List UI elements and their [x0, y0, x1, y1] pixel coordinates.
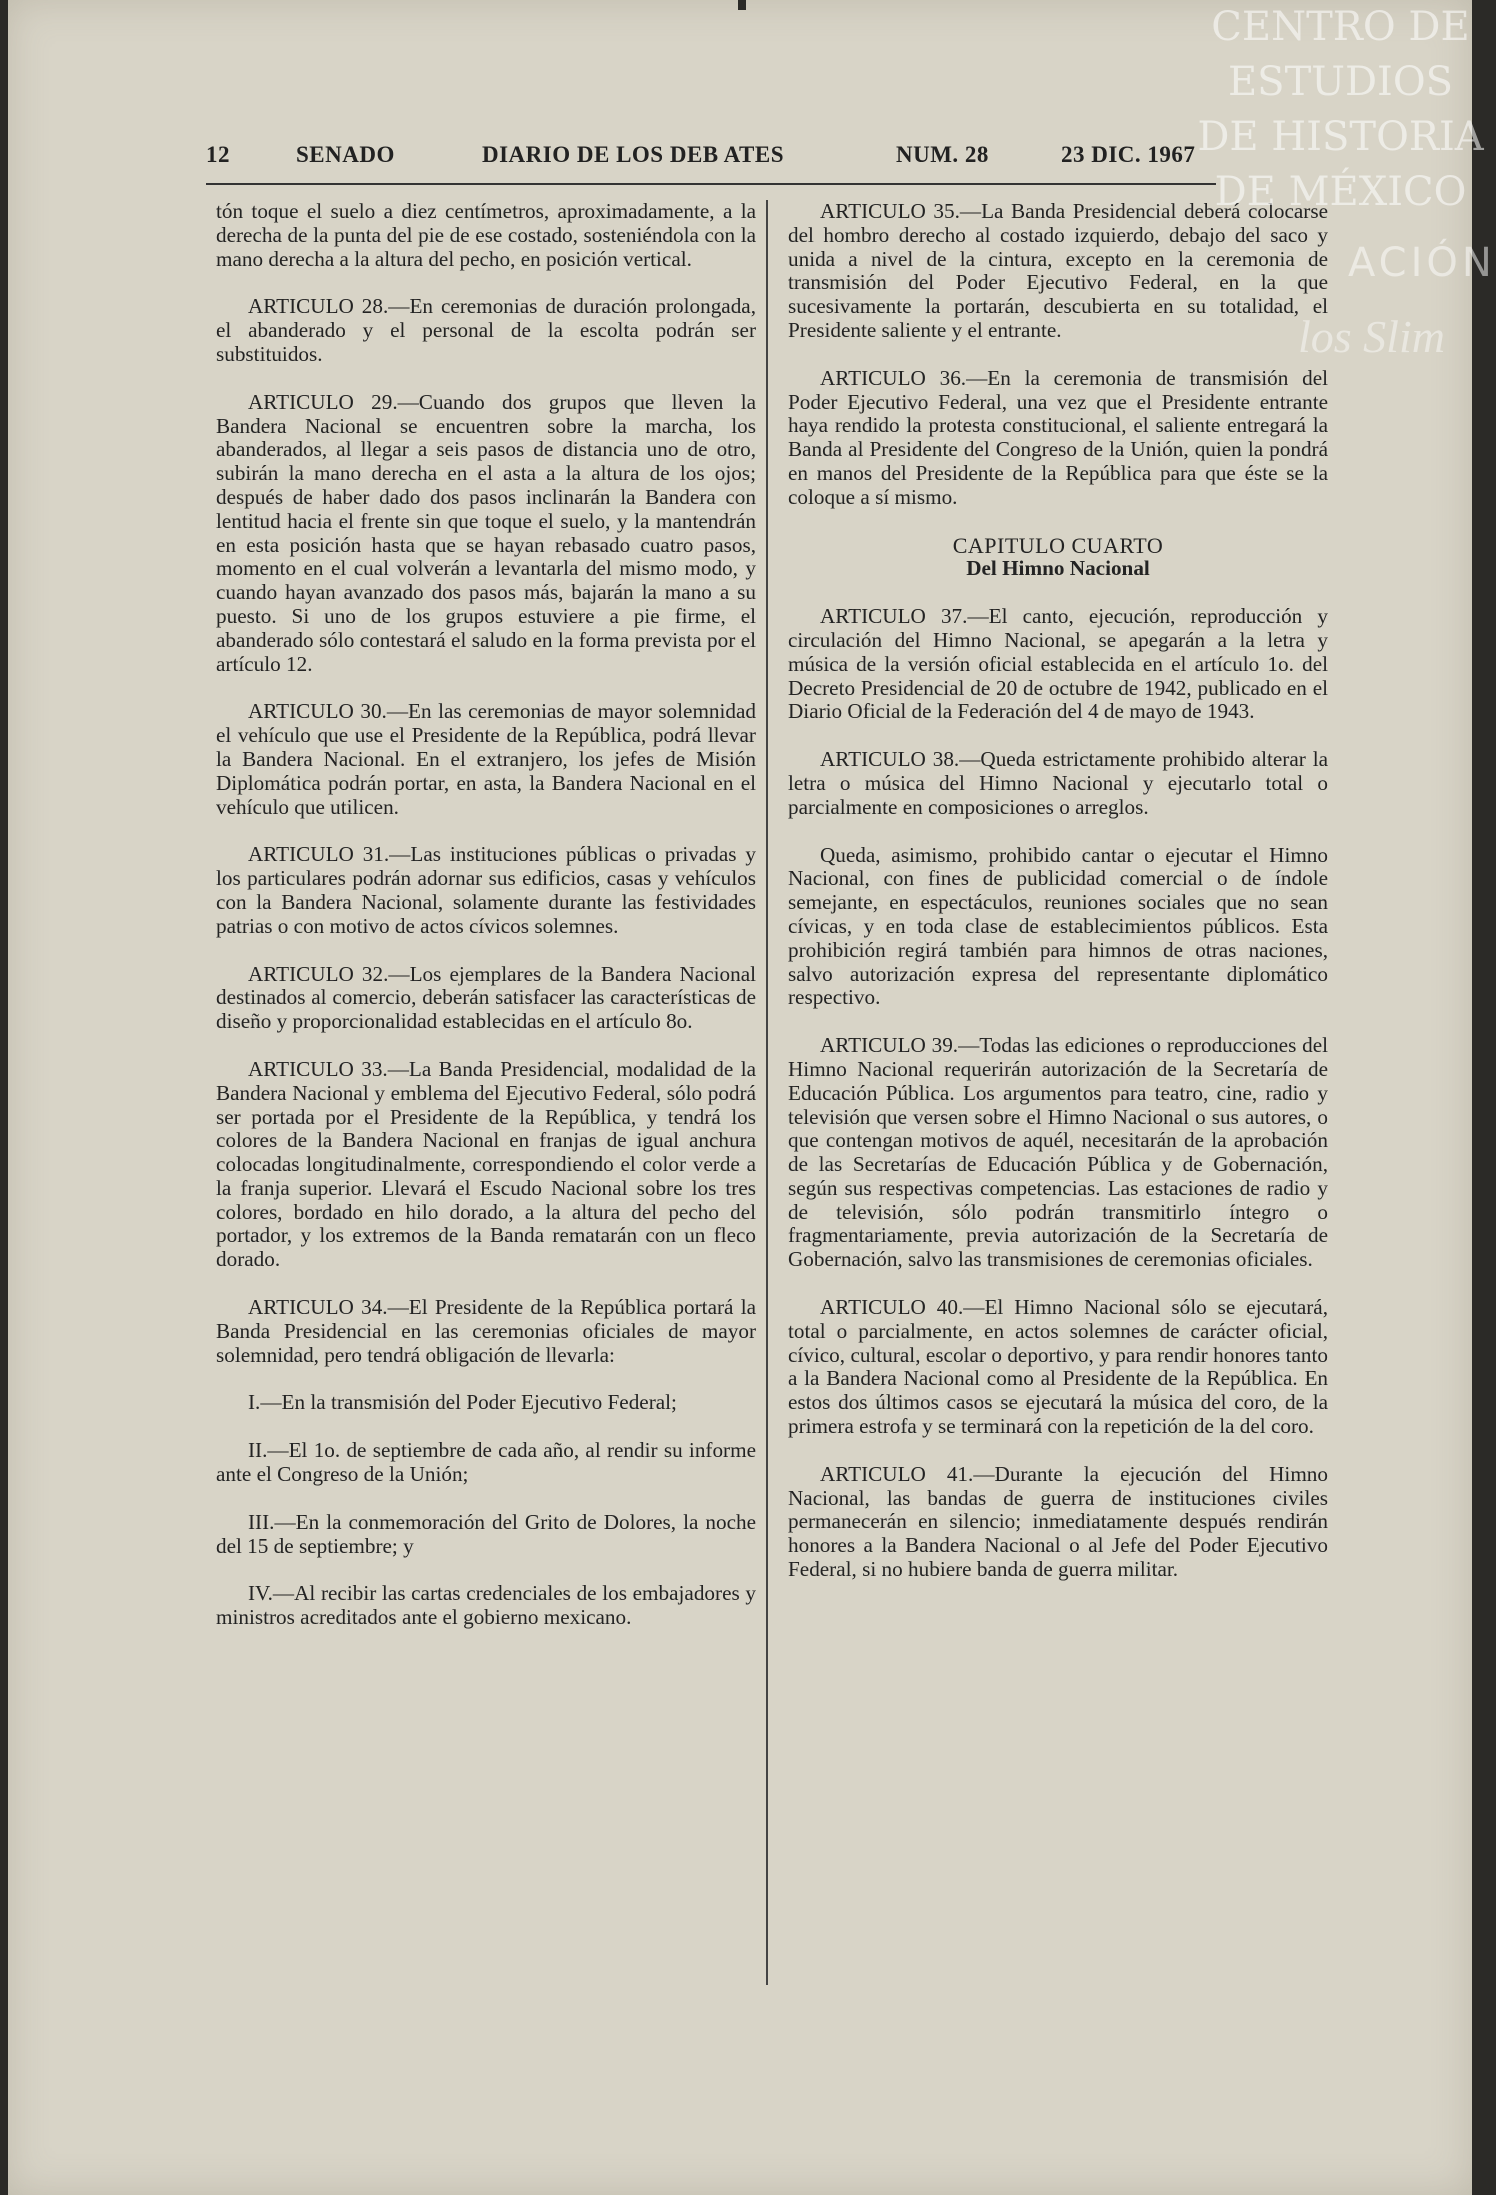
- left-column: [216, 200, 756, 1654]
- chamber-label: SENADO: [296, 142, 395, 167]
- header-rule: [206, 183, 1216, 185]
- watermark-line: ESTUDIOS: [1227, 59, 1454, 105]
- paragraph: ARTICULO 37.—El canto, ejecución, reproducción y circulación del Himno Nacional, se apegarán a la letra y música de la versión oficial establecida en el artículo 1o. del Decreto Presidencial de 20 de octubre de 1942, publicado en el Diario Oficial de la Federación del 4 de mayo de 1943.: [788, 604, 1328, 724]
- page-number: 12: [206, 142, 230, 167]
- paragraph: ARTICULO 28.—En ceremonias de duración prolongada, el abanderado y el personal de la escolta podrán ser substituidos.: [216, 294, 756, 366]
- chapter-title: CAPITULO CUARTO: [952, 532, 1164, 558]
- paragraph: ARTICULO 33.—La Banda Presidencial, modalidad de la Bandera Nacional y emblema del Ejecutivo Federal, sólo podrá ser portada por el Presidente de la República, y tendrá los colores de la Bandera Nacional en franjas de igual anchura colocadas longitudinalmente, correspondiendo el color verde a la franja superior. Llevará el Escudo Nacional sobre los tres colores, bordado en hilo dorado, a la altura del pecho del portador, y los extremos de la Banda rematarán con un fleco dorado.: [216, 1056, 756, 1272]
- watermark-line: DE HISTORIA: [1197, 114, 1484, 160]
- paragraph: ARTICULO 41.—Durante la ejecución del Himno Nacional, las bandas de guerra de instituciones civiles permanecerán en silencio; inmediatamente después rendirán honores a la Bandera Nacional o al Jefe del Poder Ejecutivo Federal, si no hubiere banda de guerra militar.: [788, 1461, 1328, 1582]
- watermark-script-text: los Slim: [1298, 311, 1445, 362]
- right-column: [788, 200, 1328, 1606]
- chapter-heading: [788, 534, 1328, 582]
- paragraph: tón toque el suelo a diez centímetros, aproximadamente, a la derecha de la punta del pie de ese costado, sosteniéndola con la mano derecha a la altura del pecho, en posición vertical.: [216, 199, 756, 271]
- issue-number: NUM. 28: [896, 142, 989, 167]
- document-page: [8, 0, 1496, 2195]
- watermark-line: DE MÉXICO: [1214, 169, 1467, 215]
- paragraph: ARTICULO 36.—En la ceremonia de transmisión del Poder Ejecutivo Federal, una vez que el Presidente entrante haya rendido la protesta constitucional, el saliente entregará la Banda al Presidente del Congreso de la Unión, quien la pondrá en manos del Presidente de la República para que éste se la coloque a sí mismo.: [788, 365, 1328, 509]
- list-item: IV.—Al recibir las cartas credenciales de los embajadores y ministros acreditados ante el gobierno mexicano.: [216, 1581, 756, 1630]
- list-item: III.—En la conmemoración del Grito de Dolores, la noche del 15 de septiembre; y: [216, 1509, 756, 1558]
- paragraph: ARTICULO 32.—Los ejemplares de la Bandera Nacional destinados al comercio, deberán satisfacer las características de diseño y proporcionalidad establecidas en el artículo 8o.: [216, 961, 756, 1034]
- paragraph: ARTICULO 35.—La Banda Presidencial deberá colocarse del hombro derecho al costado izquierdo, debajo del saco y unida a nivel de la cintura, excepto en la ceremonia de transmisión del Poder Ejecutivo Federal, en la que sucesivamente la portarán, descubierta en su totalidad, el Presidente saliente y el entrante.: [788, 199, 1328, 342]
- archive-watermark: [1193, 0, 1488, 230]
- paragraph: ARTICULO 39.—Todas las ediciones o reproducciones del Himno Nacional requerirán autorización de la Secretaría de Educación Pública. Los argumentos para teatro, cine, radio y televisión que versen sobre el Himno Nacional o sus autores, o que contengan motivos de aquél, necesitarán de la aprobación de las Secretarías de Educación Pública y de Gobernación, según sus respectivas competencias. Las estaciones de radio y de televisión, sólo podrán transmitirlo íntegro o fragmentariamente, previa autorización de la Secretaría de Gobernación, salvo las transmisiones de ceremonias oficiales.: [788, 1033, 1328, 1272]
- watermark-line: CENTRO DE: [1211, 4, 1470, 50]
- list-item: II.—El 1o. de septiembre de cada año, al rendir su informe ante el Congreso de la Unión;: [216, 1438, 756, 1487]
- list-item: I.—En la transmisión del Poder Ejecutivo Federal;: [248, 1390, 677, 1415]
- scan-mark: [738, 0, 746, 10]
- paragraph: ARTICULO 29.—Cuando dos grupos que lleven la Bandera Nacional se encuentren sobre la marcha, los abanderados, al llegar a seis pasos de distancia uno de otro, subirán la mano derecha en el asta a la altura de los ojos; después de haber dado dos pasos inclinarán la Bandera con lentitud hacia el frente sin que toque el suelo, y la mantendrán en esta posición hasta que se hayan rebasado cuatro pasos, momento en el cual volverán a levantarla del mismo modo, y cuando hayan avanzado dos pasos más, bajarán la mano a su puesto. Si uno de los grupos estuviere a pie firme, el abanderado sólo contestará el saludo en la forma prevista por el artículo 12.: [216, 389, 756, 676]
- issue-date: 23 DIC. 1967: [1061, 142, 1196, 167]
- chapter-subtitle: Del Himno Nacional: [966, 556, 1150, 581]
- paragraph: ARTICULO 34.—El Presidente de la República portará la Banda Presidencial en las ceremonias oficiales de mayor solemnidad, pero tendrá obligación de llevarla:: [216, 1295, 756, 1367]
- column-divider: [766, 200, 768, 1985]
- paragraph: Queda, asimismo, prohibido cantar o ejecutar el Himno Nacional, con fines de publicidad comercial o de índole semejante, en espectáculos, reuniones sociales que no sean cívicas, y en toda clase de establecimientos públicos. Esta prohibición regirá también para himnos de otras naciones, salvo autorización expresa del representante diplomático respectivo.: [788, 842, 1328, 1010]
- paragraph: ARTICULO 31.—Las instituciones públicas o privadas y los particulares podrán adornar sus edificios, casas y vehículos con la Bandera Nacional, solamente durante las festividades patrias o con motivo de actos cívicos solemnes.: [216, 842, 756, 938]
- paragraph: ARTICULO 30.—En las ceremonias de mayor solemnidad el vehículo que use el Presidente de la República, podrá llevar la Bandera Nacional. En el extranjero, los jefes de Misión Diplomática podrán portar, en asta, la Bandera Nacional en el vehículo que utilicen.: [216, 699, 756, 819]
- page-header: [206, 142, 1216, 178]
- paragraph: ARTICULO 40.—El Himno Nacional sólo se ejecutará, total o parcialmente, en actos solemnes de carácter oficial, cívico, cultural, escolar o deportivo, y para rendir honores tanto a la Bandera Nacional como al Presidente de la República. En estos dos últimos casos se ejecutará la música del coro, de la primera estrofa y se terminará con la repetición de la del coro.: [788, 1295, 1328, 1439]
- paragraph: ARTICULO 38.—Queda estrictamente prohibido alterar la letra o música del Himno Nacional y ejecutarlo total o parcialmente en composiciones o arreglos.: [788, 747, 1328, 819]
- publication-title: DIARIO DE LOS DEB ATES: [482, 142, 784, 167]
- watermark-side-text: ACIÓN: [1348, 240, 1496, 286]
